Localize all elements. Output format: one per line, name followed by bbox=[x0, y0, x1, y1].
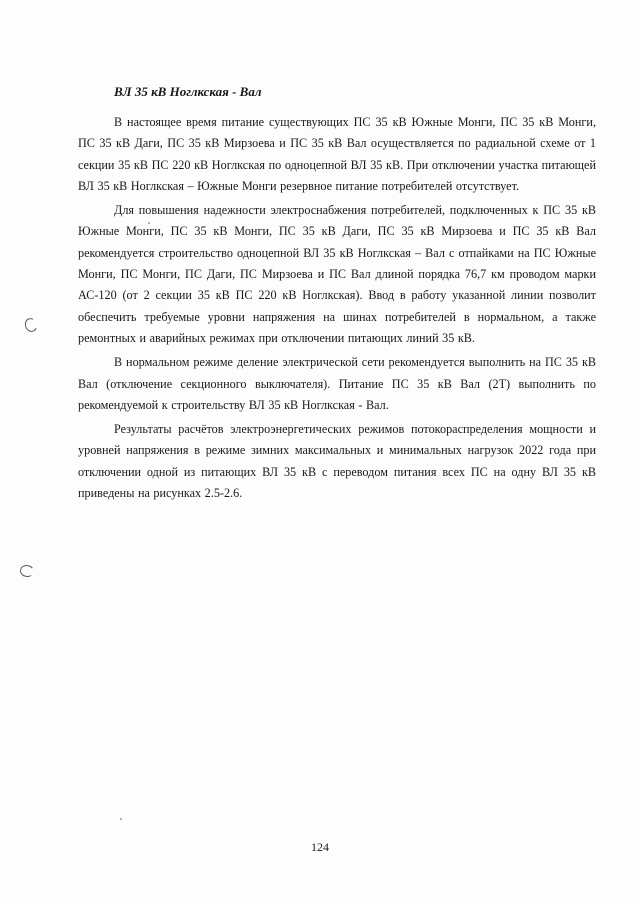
scan-speck bbox=[120, 818, 122, 820]
paragraph-current-supply: В настоящее время питание существующих ПС 35 кВ Южные Монги, ПС 35 кВ Монги, ПС 35 кВ Даги, ПС 35 кВ Мирзоева и ПС 35 кВ Вал осуществляется по радиальной схеме от 1 секции 35 кВ ПС 220 кВ Ноглкская по одноцепной ВЛ 35 кВ. При отключении участка питающей ВЛ 35 кВ Ноглкская – Южные Монги резервное питание потребителей отсутствует. bbox=[78, 115, 596, 193]
paragraph-normal-mode: В нормальном режиме деление электрической сети рекомендуется выполнить на ПС 35 кВ Вал (отключение секционного выключателя). Питание ПС 35 кВ Вал (2Т) выполнить по рекомендуемой к строительству ВЛ 35 кВ Ноглкская - Вал. bbox=[78, 355, 596, 412]
page-number: 124 bbox=[311, 840, 329, 854]
paragraph-calculation-results: Результаты расчётов электроэнергетических режимов потокораспределения мощности и уровней напряжения в режиме зимних максимальных и минимальных нагрузок 2022 года при отключении одной из питающих ВЛ 35 кВ с переводом питания всех ПС на одну ВЛ 35 кВ приведены на рисунках 2.5-2.6. bbox=[78, 422, 596, 501]
scan-mark bbox=[23, 316, 39, 333]
document-body bbox=[78, 84, 596, 507]
paragraph-reliability-recommendation: Для повышения надежности электроснабжения потребителей, подключенных к ПС 35 кВ Южные Монги, ПС 35 кВ Монги, ПС 35 кВ Даги, ПС 35 кВ Мирзоева и ПС 35 кВ Вал рекомендуется строительство одноцепной ВЛ 35 кВ Ноглкская – Вал с отпайками на ПС Южные Монги, ПС Монги, ПС Даги, ПС Мирзоева и ПС Вал длиной порядка 76,7 км проводом марки АС-120 (от 2 секции 35 кВ ПС 220 кВ Ноглкская). Ввод в работу указанной линии позволит обеспечить требуемые уровни напряжения на шинах потребителей в нормальном, а также ремонтных и аварийных режимах при отключении питающих линий 35 кВ. bbox=[78, 203, 596, 345]
scan-mark bbox=[19, 564, 35, 578]
section-heading: ВЛ 35 кВ Ноглкская - Вал bbox=[114, 84, 262, 99]
